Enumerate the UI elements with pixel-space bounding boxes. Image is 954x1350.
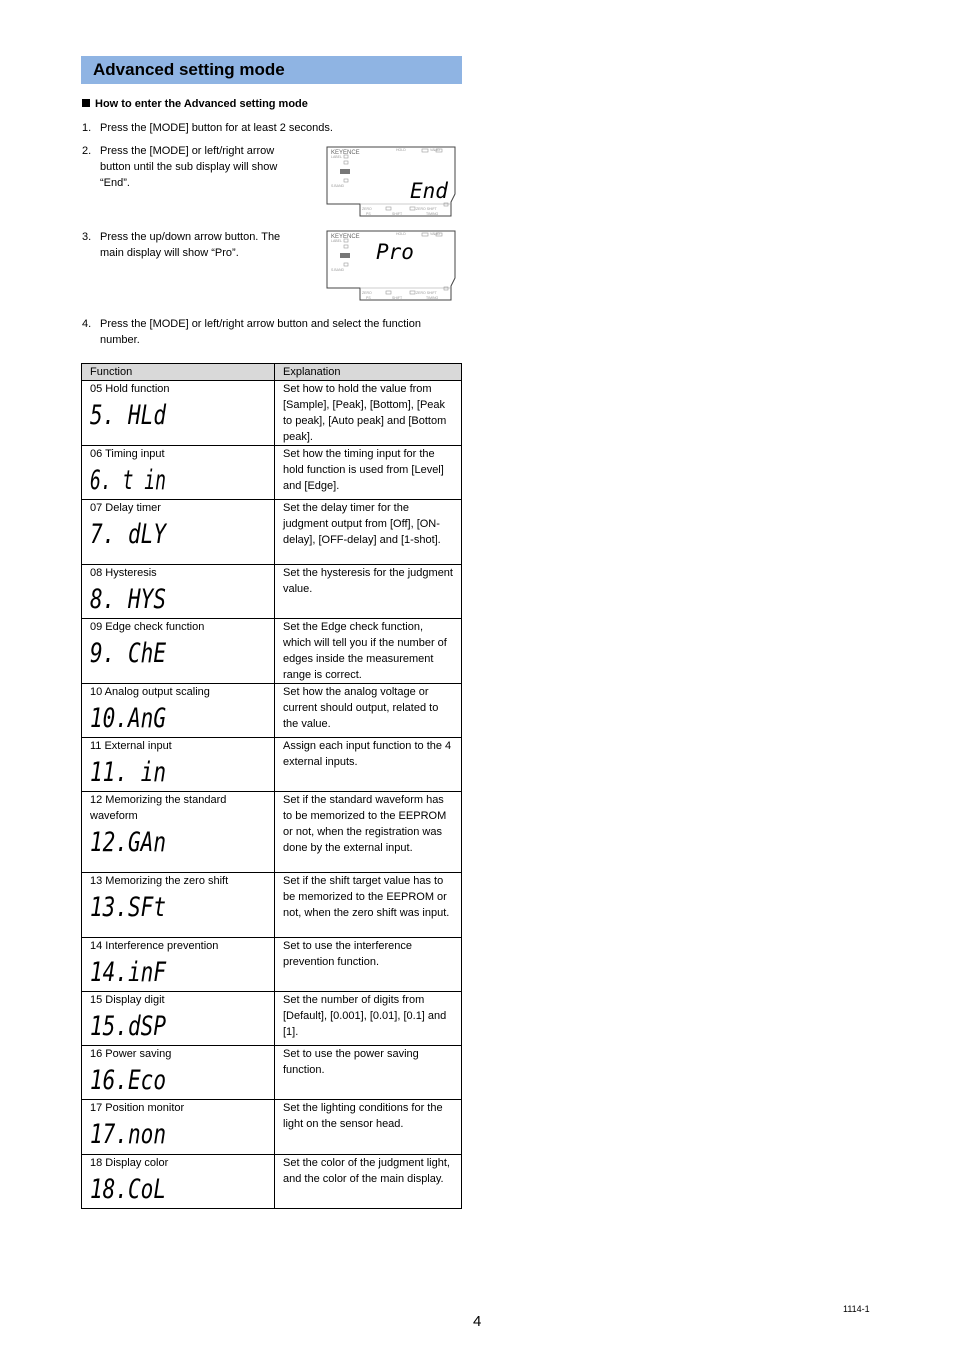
function-cell <box>82 1155 275 1209</box>
table-row <box>82 738 462 792</box>
controller-panel-end <box>326 146 456 217</box>
segment-display-code <box>90 464 180 494</box>
segment-display-code <box>90 826 180 856</box>
table-header-row <box>82 364 462 381</box>
segment-display-code <box>90 1173 180 1203</box>
svg-text:TIMING: TIMING <box>426 296 439 300</box>
function-cell <box>82 619 275 684</box>
table-row <box>82 1100 462 1155</box>
table-row <box>82 873 462 938</box>
svg-text:PS: PS <box>366 296 371 300</box>
explanation-cell: Set to use the interference prevention function. <box>275 938 462 992</box>
panel-display-text: End <box>410 179 448 203</box>
function-cell <box>82 792 275 873</box>
svg-text:PS: PS <box>366 212 371 216</box>
segment-code-text: 9. ChE <box>90 638 167 669</box>
subheading-text: How to enter the Advanced setting mode <box>95 98 308 110</box>
step-text: Press the [MODE] button for at least 2 seconds. <box>100 122 333 134</box>
svg-text:ZERO SHIFT: ZERO SHIFT <box>416 207 437 211</box>
segment-code-text: 15.dSP <box>90 1011 166 1042</box>
segment-code-text: 12.GAn <box>90 827 166 858</box>
segment-code-text: 8. HYS <box>90 584 166 615</box>
explanation-cell: Set how to hold the value from [Sample], [Peak], [Bottom], [Peak to peak], [Auto peak] and [Bottom peak]. <box>275 381 462 446</box>
explanation-cell: Set the lighting conditions for the light on the sensor head. <box>275 1100 462 1155</box>
function-cell <box>82 873 275 938</box>
function-name: 14 Interference prevention <box>90 940 219 952</box>
table-row <box>82 619 462 684</box>
table-row <box>82 565 462 619</box>
function-name: 09 Edge check function <box>90 621 205 633</box>
table-row <box>82 381 462 446</box>
segment-display-code <box>90 756 180 786</box>
svg-text:ZERO SHIFT: ZERO SHIFT <box>416 291 437 295</box>
explanation-cell: Set the number of digits from [Default], [0.001], [0.01], [0.1] and [1]. <box>275 992 462 1046</box>
explanation-cell: Set the delay timer for the judgment output from [Off], [ON-delay], [OFF-delay] and [1-shot]. <box>275 500 462 565</box>
panel-brand: KEYENCE <box>331 150 360 156</box>
svg-text:LABEL: LABEL <box>331 239 342 243</box>
function-name: 05 Hold function <box>90 383 170 395</box>
segment-display-code <box>90 1118 180 1148</box>
function-cell <box>82 738 275 792</box>
explanation-cell: Set if the shift target value has to be memorized to the EEPROM or not, when the zero shift was input. <box>275 873 462 938</box>
function-name: 10 Analog output scaling <box>90 686 210 698</box>
segment-code-text: 7. dLY <box>90 519 168 550</box>
step-text: Press the [MODE] or left/right arrow button until the sub display will show “End”. <box>100 145 278 189</box>
svg-text:S.BAND: S.BAND <box>331 184 345 188</box>
segment-code-text: 13.SFt <box>90 892 166 923</box>
svg-text:LABEL: LABEL <box>331 155 342 159</box>
function-cell <box>82 1046 275 1100</box>
segment-code-text: 6. t in <box>90 465 166 496</box>
segment-display-code <box>90 956 180 986</box>
page-number: 4 <box>473 1313 482 1330</box>
square-bullet-icon <box>82 99 90 107</box>
segment-code-text: 5. HLd <box>90 400 167 431</box>
function-cell <box>82 992 275 1046</box>
explanation-cell: Set the Edge check function, which will tell you if the number of edges inside the measurement range is correct. <box>275 619 462 684</box>
function-cell <box>82 1100 275 1155</box>
function-cell <box>82 381 275 446</box>
function-name: 15 Display digit <box>90 994 165 1006</box>
function-name: 16 Power saving <box>90 1048 172 1060</box>
step-number: 3. <box>82 231 92 243</box>
panel-brand: KEYENCE <box>331 234 360 240</box>
function-cell <box>82 565 275 619</box>
explanation-cell: Assign each input function to the 4 external inputs. <box>275 738 462 792</box>
segment-code-text: 11. in <box>90 757 166 788</box>
explanation-cell: Set if the standard waveform has to be memorized to the EEPROM or not, when the registration was done by the external input. <box>275 792 462 873</box>
table-row <box>82 684 462 738</box>
svg-text:ZERO: ZERO <box>362 291 372 295</box>
svg-text:HOLD: HOLD <box>396 232 406 236</box>
step-number: 2. <box>82 145 92 157</box>
segment-display-code <box>90 583 180 613</box>
segment-code-text: 14.inF <box>90 957 167 988</box>
panel-display-text: Pro <box>376 240 414 264</box>
function-cell <box>82 938 275 992</box>
table-row <box>82 1155 462 1209</box>
controller-panel-pro <box>326 230 456 301</box>
explanation-cell: Set the color of the judgment light, and the color of the main display. <box>275 1155 462 1209</box>
function-name: 18 Display color <box>90 1157 169 1169</box>
segment-display-code <box>90 702 180 732</box>
function-cell <box>82 446 275 500</box>
function-name: 11 External input <box>90 740 172 752</box>
table-row <box>82 792 462 873</box>
step-number: 4. <box>82 318 92 330</box>
segment-display-code <box>90 891 180 921</box>
function-name: 08 Hysteresis <box>90 567 157 579</box>
function-cell <box>82 684 275 738</box>
function-name: 06 Timing input <box>90 448 165 460</box>
section-title-bar <box>81 56 462 84</box>
svg-text:SHIFT: SHIFT <box>392 212 403 216</box>
function-name: 07 Delay timer <box>90 502 161 514</box>
function-name: 12 Memorizing the standard waveform <box>90 794 227 822</box>
explanation-cell: Set the hysteresis for the judgment value. <box>275 565 462 619</box>
segment-display-code <box>90 518 180 548</box>
function-table <box>81 363 462 1209</box>
svg-text:HOLD: HOLD <box>396 148 406 152</box>
document-code: 1114-1 <box>843 1304 870 1314</box>
table-row <box>82 500 462 565</box>
function-name: 13 Memorizing the zero shift <box>90 875 229 887</box>
segment-code-text: 18.CoL <box>90 1174 166 1205</box>
explanation-cell: Set how the timing input for the hold function is used from [Level] and [Edge]. <box>275 446 462 500</box>
segment-display-code <box>90 1064 180 1094</box>
svg-text:VALID: VALID <box>430 148 440 152</box>
svg-text:SHIFT: SHIFT <box>392 296 403 300</box>
svg-text:S.BAND: S.BAND <box>331 268 345 272</box>
segment-code-text: 17.non <box>90 1119 166 1150</box>
table-row <box>82 992 462 1046</box>
segment-display-code <box>90 399 180 429</box>
step-text: Press the up/down arrow button. The main display will show “Pro”. <box>100 231 281 259</box>
function-name: 17 Position monitor <box>90 1102 185 1114</box>
header-explanation: Explanation <box>275 364 462 381</box>
subheading <box>82 98 308 110</box>
table-row <box>82 446 462 500</box>
function-cell <box>82 500 275 565</box>
step-text: Press the [MODE] or left/right arrow button and select the function number. <box>100 318 421 346</box>
svg-text:VALID: VALID <box>430 232 440 236</box>
explanation-cell: Set how the analog voltage or current should output, related to the value. <box>275 684 462 738</box>
segment-display-code <box>90 1010 180 1040</box>
table-row <box>82 938 462 992</box>
segment-code-text: 16.Eco <box>90 1065 166 1096</box>
segment-code-text: 10.AnG <box>90 703 166 734</box>
explanation-cell: Set to use the power saving function. <box>275 1046 462 1100</box>
svg-text:ZERO: ZERO <box>362 207 372 211</box>
table-row <box>82 1046 462 1100</box>
segment-display-code <box>90 637 180 667</box>
step-number: 1. <box>82 122 92 134</box>
svg-text:TIMING: TIMING <box>426 212 439 216</box>
section-title: Advanced setting mode <box>93 60 285 79</box>
header-function: Function <box>82 364 275 381</box>
